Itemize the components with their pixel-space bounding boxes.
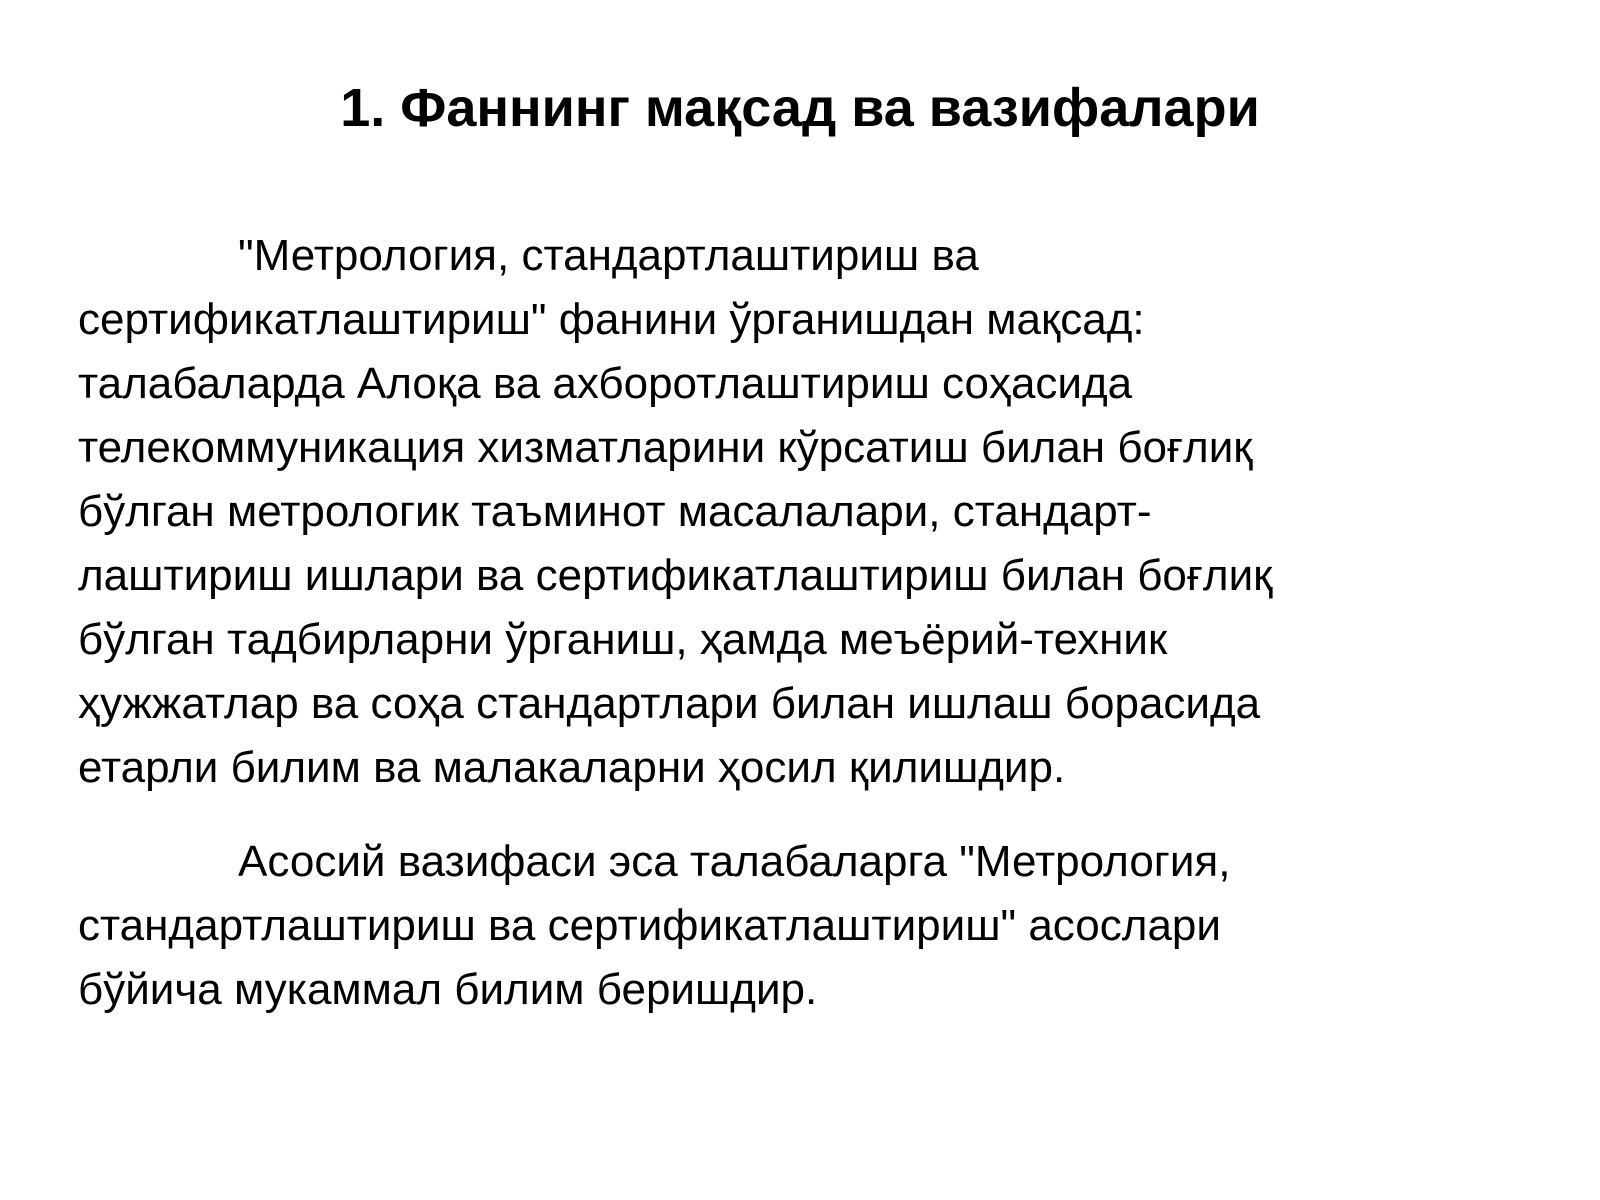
paragraph-line: талабаларда Алоқа ва ахборотлаштириш соҳасида [78,359,1133,408]
slide-title: 1. Фаннинг мақсад ва вазифалари [340,78,1260,138]
paragraph-line: етарли билим ва малакаларни ҳосил қилишдир. [78,743,1066,792]
paragraph-goal [78,224,1558,800]
paragraph-line: бўлган тадбирларни ўрганиш, ҳамда меъёрий-техник [78,615,1168,664]
paragraph-line: лаштириш ишлари ва сертификатлаштириш билан боғлиқ [78,551,1273,600]
paragraph-spacer [78,800,1558,830]
paragraph-line: стандартлаштириш ва сертификатлаштириш" асослари [78,901,1221,950]
slide-body [78,224,1558,1022]
paragraph-line: ҳужжатлар ва соҳа стандартлари билан ишлаш борасида [78,679,1261,728]
paragraph-line: "Метрология, стандартлаштириш ва [238,231,979,280]
paragraph-line: сертификатлаштириш" фанини ўрганишдан мақсад: [78,295,1145,344]
paragraph-line: Асосий вазифаси эса талабаларга "Метрология, [238,837,1231,886]
paragraph-line: бўйича мукаммал билим беришдир. [78,965,818,1014]
paragraph-task [78,830,1558,1022]
paragraph-line: бўлган метрологик таъминот масалалари, стандарт- [78,487,1152,536]
paragraph-line: телекоммуникация хизматларини кўрсатиш билан боғлиқ [78,423,1253,472]
